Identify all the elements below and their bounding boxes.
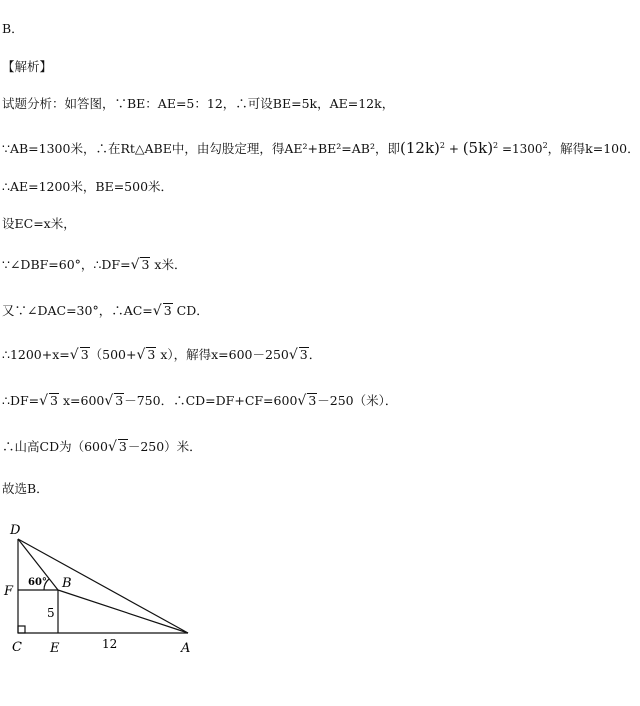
radicand: 3 — [141, 257, 150, 272]
sqrt-icon: √ — [130, 257, 140, 273]
text-segment: ，解得k=100． — [547, 141, 640, 156]
point-label-C: C — [12, 640, 22, 655]
text-segment: ． — [308, 347, 322, 362]
eq-exponent: 2 — [493, 141, 499, 150]
length-label-BE: 5 — [47, 606, 55, 620]
radicand: 3 — [80, 347, 89, 362]
text-segment: －250）米． — [127, 439, 202, 454]
line-analysis-4: 设EC=x米， — [2, 216, 76, 231]
eq-exponent: 2 — [439, 141, 445, 150]
radicand: 3 — [147, 347, 156, 362]
sqrt-icon: √ — [104, 393, 114, 409]
sqrt-icon: √ — [288, 347, 298, 363]
sqrt-icon: √ — [152, 303, 162, 319]
sqrt-icon: √ — [136, 347, 146, 363]
text-segment: （500+ — [89, 347, 137, 362]
sqrt-icon: √ — [107, 439, 117, 455]
radicand: 3 — [118, 439, 127, 454]
text-segment: ∵∠DBF=60°，∴DF= — [2, 257, 131, 272]
radicand: 3 — [163, 303, 172, 318]
text-segment: x米． — [150, 257, 187, 272]
eq-term: (12k) — [400, 139, 440, 157]
point-label-F: F — [4, 584, 14, 599]
eq-rhs: =1300 — [501, 142, 543, 156]
line-answer: B． — [2, 21, 24, 36]
line-analysis-1: 试题分析：如答图，∵BE：AE=5：12，∴可设BE=5k，AE=12k， — [2, 96, 395, 111]
text-segment: ∴1200+x= — [2, 347, 70, 362]
eq-term: (5k) — [462, 139, 494, 157]
right-angle-marker — [18, 626, 25, 633]
point-label-A: A — [181, 641, 191, 656]
point-label-B: B — [62, 576, 72, 591]
length-label-EA: 12 — [102, 637, 118, 651]
point-label-D: D — [10, 523, 21, 538]
line-analysis-3: ∴AE=1200米，BE=500米． — [2, 179, 174, 194]
line-conclusion: 故选B． — [2, 481, 49, 496]
point-label-E: E — [50, 641, 60, 656]
radicand: 3 — [308, 393, 317, 408]
eq-exponent: 2 — [542, 141, 548, 150]
sqrt-icon: √ — [39, 393, 49, 409]
text-segment: ∴山高CD为（600 — [2, 439, 108, 454]
line-analysis-heading: 【解析】 — [2, 59, 53, 74]
text-segment: 又∵∠DAC=30°，∴AC= — [2, 303, 153, 318]
radicand: 3 — [299, 347, 308, 362]
text-segment: ∴DF= — [2, 393, 40, 408]
radicand: 3 — [115, 393, 124, 408]
radicand: 3 — [50, 393, 58, 408]
text-segment: CD． — [172, 303, 209, 318]
sqrt-icon: √ — [297, 393, 307, 409]
text-segment: x=600 — [59, 393, 105, 408]
text-segment: x），解得x=600－250 — [156, 347, 289, 362]
text-segment: －250（米）． — [317, 393, 398, 408]
sqrt-icon: √ — [69, 347, 79, 363]
eq-plus: + — [448, 142, 459, 156]
text-segment: －750．∴CD=DF+CF=600 — [124, 393, 298, 408]
text-segment: ∵AB=1300米，∴在Rt△ABE中，由勾股定理，得AE²+BE²=AB²，即 — [2, 141, 400, 156]
angle-label: 60° — [28, 577, 47, 588]
